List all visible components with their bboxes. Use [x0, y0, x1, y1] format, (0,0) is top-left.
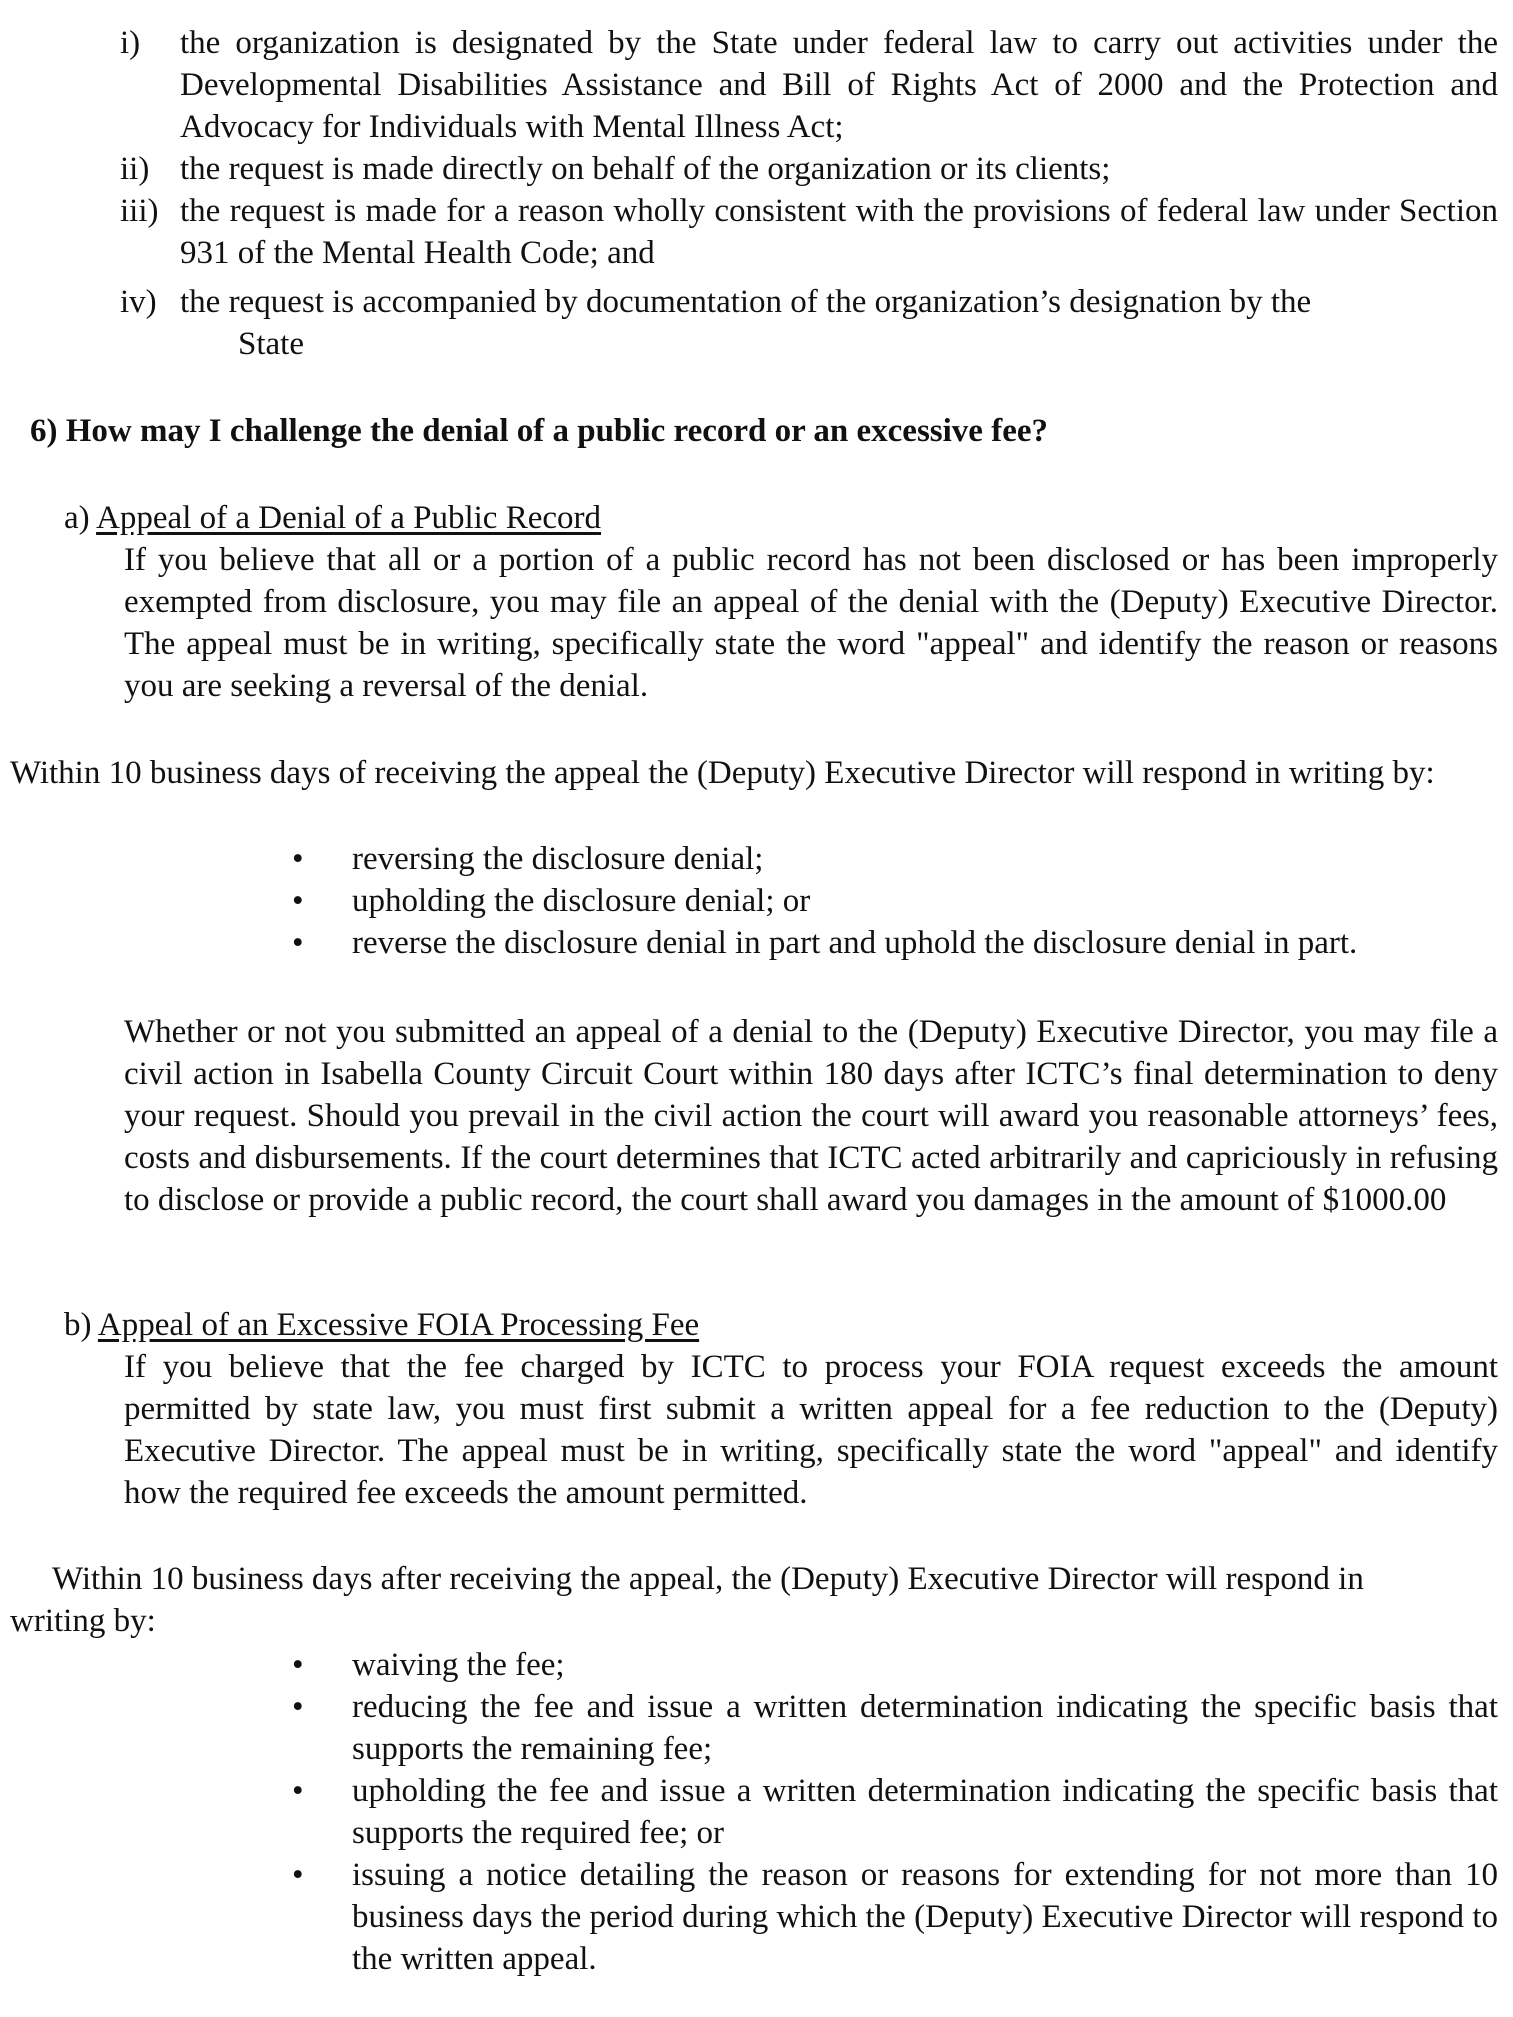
- list-item: [292, 838, 1498, 880]
- list-item-text: the request is accompanied by documentation of the organization’s designation by the: [180, 284, 1312, 320]
- list-item-number: ii): [120, 151, 150, 187]
- list-item: [120, 190, 1498, 274]
- subsection-b-response-intro: Within 10 business days after receiving the appeal, the (Deputy) Executive Director will respond in writing by:: [10, 1561, 1364, 1639]
- subsection-a-body: If you believe that all or a portion of a public record has not been disclosed or has been improperly exempted from disclosure, you may file an appeal of the denial with the (Deputy) Executive Director. The appeal must be in writing, specifically state the word "appeal" and identify the reason or reasons you are seeking a reversal of the denial.: [124, 542, 1498, 704]
- subsection-a-heading: [64, 497, 1494, 539]
- bullet-icon: •: [292, 883, 304, 919]
- list-item-text: reversing the disclosure denial;: [352, 841, 764, 877]
- subsection-b-heading: [64, 1304, 1494, 1346]
- list-item: [292, 922, 1498, 964]
- subsection-a-title: Appeal of a Denial of a Public Record: [96, 500, 601, 536]
- list-item-number: i): [120, 25, 141, 61]
- list-item-number: iv): [120, 284, 157, 320]
- section-heading: 6) How may I challenge the denial of a public record or an excessive fee?: [30, 413, 1048, 449]
- list-item-number: iii): [120, 193, 159, 229]
- list-item: [292, 1854, 1498, 1980]
- list-item: [120, 148, 1498, 190]
- list-item-text: the request is made directly on behalf of the organization or its clients;: [180, 151, 1111, 187]
- subsection-b-title: Appeal of an Excessive FOIA Processing Fee: [97, 1307, 700, 1343]
- list-item-text: the organization is designated by the State under federal law to carry out activities under the Developmental Disabilities Assistance and Bill of Rights Act of 2000 and the Protection and Advocacy for Individuals with Mental Illness Act;: [180, 25, 1498, 145]
- list-item: [120, 281, 1498, 365]
- bullet-icon: •: [292, 841, 304, 877]
- list-item-text: upholding the fee and issue a written determination indicating the specific basis that supports the required fee; or: [352, 1773, 1498, 1851]
- list-item-text: the request is made for a reason wholly consistent with the provisions of federal law under Section 931 of the Mental Health Code; and: [180, 193, 1498, 271]
- subsection-b-prefix: b): [64, 1307, 98, 1343]
- list-item: [292, 1770, 1498, 1854]
- list-item: [292, 1686, 1498, 1770]
- subsection-a-bullet-list: [292, 838, 1498, 964]
- list-item-text: issuing a notice detailing the reason or reasons for extending for not more than 10 business days the period during which the (Deputy) Executive Director will respond to the written appeal.: [352, 1857, 1498, 1977]
- subsection-a-response-intro: Within 10 business days of receiving the appeal the (Deputy) Executive Director will respond in writing by:: [10, 755, 1435, 791]
- bullet-icon: •: [292, 1647, 304, 1683]
- bullet-icon: •: [292, 1689, 304, 1725]
- list-item-continuation: State: [238, 326, 304, 362]
- bullet-icon: •: [292, 1857, 304, 1893]
- subsection-b-bullet-list: [292, 1644, 1498, 1980]
- list-item-text: reverse the disclosure denial in part and uphold the disclosure denial in part.: [352, 925, 1358, 961]
- bullet-icon: •: [292, 925, 304, 961]
- bullet-icon: •: [292, 1773, 304, 1809]
- list-item: [120, 22, 1498, 148]
- list-item-text: waiving the fee;: [352, 1647, 565, 1683]
- civil-action-paragraph: Whether or not you submitted an appeal of a denial to the (Deputy) Executive Director, you may file a civil action in Isabella County Circuit Court within 180 days after ICTC’s final determination to deny your request. Should you prevail in the civil action the court will award you reasonable attorneys’ fees, costs and disbursements. If the court determines that ICTC acted arbitrarily and capriciously in refusing to disclose or provide a public record, the court shall award you damages in the amount of $1000.00: [124, 1014, 1498, 1218]
- subsection-a-prefix: a): [64, 500, 97, 536]
- roman-numeral-list: [120, 22, 1498, 365]
- list-item-text: reducing the fee and issue a written determination indicating the specific basis that supports the remaining fee;: [352, 1689, 1498, 1767]
- list-item: [292, 880, 1498, 922]
- list-item-text: upholding the disclosure denial; or: [352, 883, 811, 919]
- list-item: [292, 1644, 1498, 1686]
- subsection-b-body: If you believe that the fee charged by ICTC to process your FOIA request exceeds the amount permitted by state law, you must first submit a written appeal for a fee reduction to the (Deputy) Executive Director. The appeal must be in writing, specifically state the word "appeal" and identify how the required fee exceeds the amount permitted.: [124, 1349, 1498, 1511]
